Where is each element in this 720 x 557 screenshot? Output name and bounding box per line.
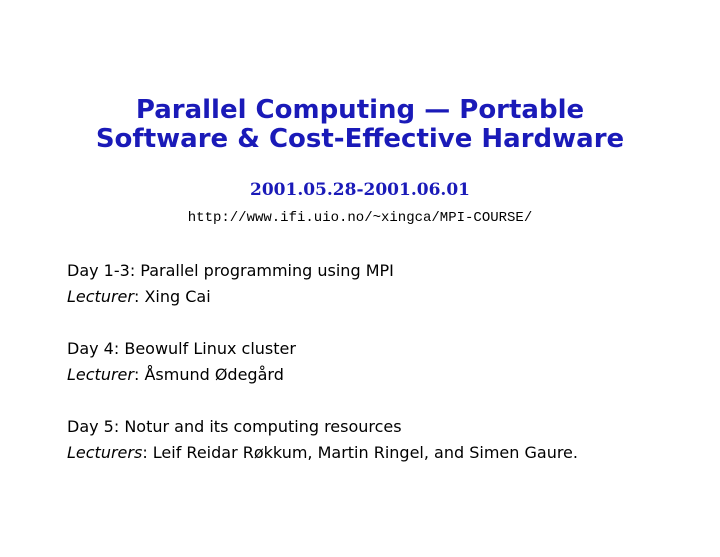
lecturer-names: : Åsmund Ødegård [133, 365, 284, 384]
day-4-heading: Day 4: Beowulf Linux cluster [67, 339, 296, 358]
day-1-3-heading: Day 1-3: Parallel programming using MPI [67, 261, 394, 280]
lecturer-names: : Xing Cai [133, 287, 211, 306]
lecturer-names: : Leif Reidar Røkkum, Martin Ringel, and Simen Gaure. [142, 443, 578, 462]
lecturer-role-label: Lecturers [67, 443, 143, 462]
slide-title-line-1: Parallel Computing — Portable [135, 95, 585, 125]
course-dates: 2001.05.28-2001.06.01 [250, 180, 470, 200]
course-url: http://www.ifi.uio.no/~xingca/MPI-COURSE/ [187, 210, 533, 226]
lecturer-role-label: Lecturer [67, 287, 134, 306]
slide-title-line-2: Software & Cost-Effective Hardware [95, 124, 625, 154]
day-4-lecturer [67, 365, 284, 385]
day-5-heading: Day 5: Notur and its computing resources [67, 417, 402, 436]
day-1-3-lecturer [67, 287, 211, 307]
lecturer-role-label: Lecturer [67, 365, 134, 384]
day-5-lecturers [67, 443, 578, 463]
